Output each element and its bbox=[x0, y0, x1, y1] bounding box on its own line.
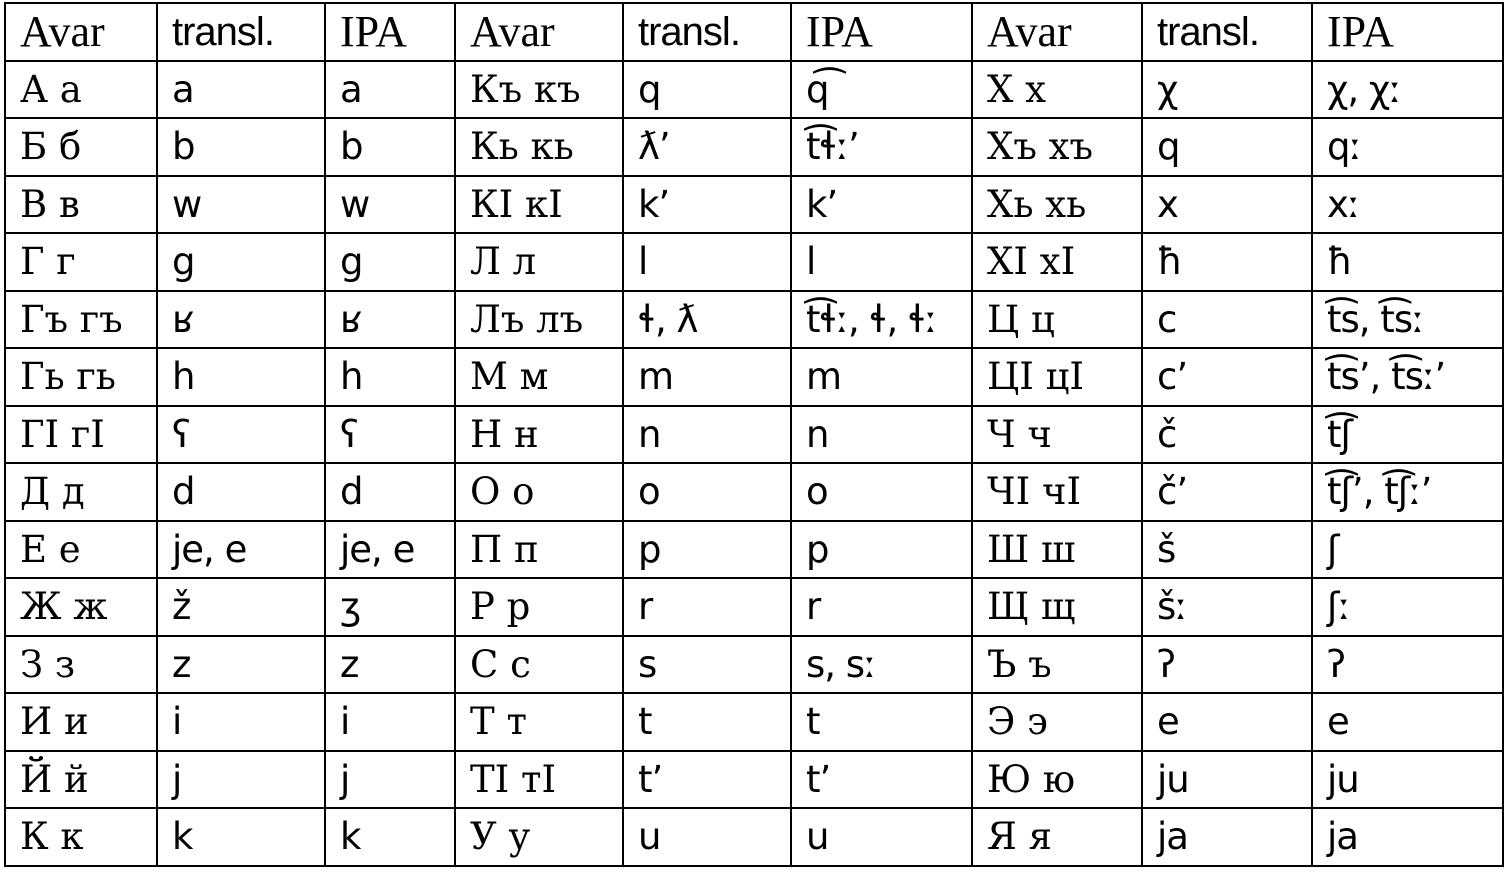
cell-avar-letter: Ж ж bbox=[5, 578, 157, 636]
cell-avar-letter: Х х bbox=[972, 61, 1142, 119]
cell-ipa: ʃː bbox=[1312, 578, 1503, 636]
cell-transliteration: ʔ bbox=[1142, 636, 1312, 694]
cell-avar-letter: ГӀ гӀ bbox=[5, 406, 157, 464]
table-row bbox=[5, 808, 1503, 866]
cell-transliteration: q bbox=[1142, 118, 1312, 176]
cell-transliteration: n bbox=[623, 406, 791, 464]
cell-ipa: k’ bbox=[791, 176, 972, 234]
cell-transliteration: z bbox=[157, 636, 325, 694]
cell-transliteration: w bbox=[157, 176, 325, 234]
cell-avar-letter: Ю ю bbox=[972, 751, 1142, 809]
table-body bbox=[5, 61, 1503, 866]
cell-transliteration: ʁ bbox=[157, 291, 325, 349]
cell-transliteration: d bbox=[157, 463, 325, 521]
cell-transliteration: ɬ, ƛ bbox=[623, 291, 791, 349]
cell-avar-letter: Гъ гъ bbox=[5, 291, 157, 349]
cell-transliteration: k’ bbox=[623, 176, 791, 234]
cell-transliteration: u bbox=[623, 808, 791, 866]
cell-avar-letter: У у bbox=[455, 808, 623, 866]
cell-ipa: t͡s, t͡sː bbox=[1312, 291, 1503, 349]
cell-avar-letter: Ц ц bbox=[972, 291, 1142, 349]
cell-transliteration: je, e bbox=[157, 521, 325, 579]
cell-ipa: l bbox=[791, 233, 972, 291]
cell-transliteration: c’ bbox=[1142, 348, 1312, 406]
cell-ipa: j bbox=[325, 751, 455, 809]
cell-ipa: g bbox=[325, 233, 455, 291]
cell-avar-letter: К к bbox=[5, 808, 157, 866]
cell-avar-letter: Б б bbox=[5, 118, 157, 176]
cell-ipa: n bbox=[791, 406, 972, 464]
cell-avar-letter: ТӀ тӀ bbox=[455, 751, 623, 809]
cell-transliteration: t bbox=[623, 693, 791, 751]
cell-ipa: ʁ bbox=[325, 291, 455, 349]
cell-ipa: χ, χː bbox=[1312, 61, 1503, 119]
table-row bbox=[5, 636, 1503, 694]
table-row bbox=[5, 521, 1503, 579]
cell-transliteration: s bbox=[623, 636, 791, 694]
table-row bbox=[5, 291, 1503, 349]
cell-avar-letter: Т т bbox=[455, 693, 623, 751]
cell-avar-letter: Й й bbox=[5, 751, 157, 809]
cell-transliteration: t’ bbox=[623, 751, 791, 809]
table-row bbox=[5, 406, 1503, 464]
cell-avar-letter: С с bbox=[455, 636, 623, 694]
cell-avar-letter: Хь хь bbox=[972, 176, 1142, 234]
cell-ipa: z bbox=[325, 636, 455, 694]
table-row bbox=[5, 61, 1503, 119]
cell-ipa: t͡ɬː’ bbox=[791, 118, 972, 176]
cell-avar-letter: Г г bbox=[5, 233, 157, 291]
cell-transliteration: g bbox=[157, 233, 325, 291]
cell-avar-letter: О о bbox=[455, 463, 623, 521]
cell-avar-letter: Ъ ъ bbox=[972, 636, 1142, 694]
cell-ipa: o bbox=[791, 463, 972, 521]
cell-ipa: d bbox=[325, 463, 455, 521]
cell-ipa: s, sː bbox=[791, 636, 972, 694]
cell-ipa: r bbox=[791, 578, 972, 636]
cell-transliteration: ħ bbox=[1142, 233, 1312, 291]
cell-avar-letter: Кь кь bbox=[455, 118, 623, 176]
cell-avar-letter: Э э bbox=[972, 693, 1142, 751]
cell-transliteration: j bbox=[157, 751, 325, 809]
cell-transliteration: ƛ’ bbox=[623, 118, 791, 176]
cell-transliteration: šː bbox=[1142, 578, 1312, 636]
cell-transliteration: č’ bbox=[1142, 463, 1312, 521]
cell-transliteration: χ bbox=[1142, 61, 1312, 119]
cell-ipa: je, e bbox=[325, 521, 455, 579]
cell-avar-letter: З з bbox=[5, 636, 157, 694]
table-row bbox=[5, 751, 1503, 809]
header-ipa: IPA bbox=[325, 3, 455, 61]
cell-ipa: e bbox=[1312, 693, 1503, 751]
header-transliteration: transl. bbox=[157, 3, 325, 61]
cell-avar-letter: Къ къ bbox=[455, 61, 623, 119]
cell-avar-letter: А а bbox=[5, 61, 157, 119]
cell-ipa: w bbox=[325, 176, 455, 234]
cell-avar-letter: ЦӀ цӀ bbox=[972, 348, 1142, 406]
cell-avar-letter: Р р bbox=[455, 578, 623, 636]
cell-ipa: k bbox=[325, 808, 455, 866]
cell-transliteration: š bbox=[1142, 521, 1312, 579]
cell-ipa: t͡ʃ bbox=[1312, 406, 1503, 464]
cell-ipa: t bbox=[791, 693, 972, 751]
table-row bbox=[5, 233, 1503, 291]
cell-avar-letter: Ш ш bbox=[972, 521, 1142, 579]
cell-avar-letter: КӀ кӀ bbox=[455, 176, 623, 234]
cell-avar-letter: Я я bbox=[972, 808, 1142, 866]
cell-transliteration: m bbox=[623, 348, 791, 406]
cell-avar-letter: Хъ хъ bbox=[972, 118, 1142, 176]
cell-ipa: h bbox=[325, 348, 455, 406]
cell-transliteration: o bbox=[623, 463, 791, 521]
cell-ipa: xː bbox=[1312, 176, 1503, 234]
cell-avar-letter: Д д bbox=[5, 463, 157, 521]
cell-avar-letter: ХӀ хӀ bbox=[972, 233, 1142, 291]
cell-transliteration: a bbox=[157, 61, 325, 119]
cell-ipa: ʃ bbox=[1312, 521, 1503, 579]
cell-avar-letter: Н н bbox=[455, 406, 623, 464]
cell-ipa: ħ bbox=[1312, 233, 1503, 291]
header-avar: Avar bbox=[972, 3, 1142, 61]
cell-transliteration: c bbox=[1142, 291, 1312, 349]
header-ipa: IPA bbox=[1312, 3, 1503, 61]
cell-avar-letter: И и bbox=[5, 693, 157, 751]
cell-transliteration: i bbox=[157, 693, 325, 751]
cell-ipa: ju bbox=[1312, 751, 1503, 809]
table-row bbox=[5, 118, 1503, 176]
cell-ipa: a bbox=[325, 61, 455, 119]
cell-ipa: b bbox=[325, 118, 455, 176]
cell-ipa: ʒ bbox=[325, 578, 455, 636]
header-avar: Avar bbox=[5, 3, 157, 61]
header-avar: Avar bbox=[455, 3, 623, 61]
cell-avar-letter: Лъ лъ bbox=[455, 291, 623, 349]
cell-avar-letter: Ч ч bbox=[972, 406, 1142, 464]
cell-ipa: ja bbox=[1312, 808, 1503, 866]
cell-transliteration: č bbox=[1142, 406, 1312, 464]
table-row bbox=[5, 176, 1503, 234]
cell-ipa: q͡ bbox=[791, 61, 972, 119]
cell-transliteration: p bbox=[623, 521, 791, 579]
cell-avar-letter: ЧӀ чӀ bbox=[972, 463, 1142, 521]
cell-transliteration: l bbox=[623, 233, 791, 291]
avar-alphabet-table bbox=[4, 2, 1504, 867]
cell-avar-letter: В в bbox=[5, 176, 157, 234]
cell-avar-letter: Гь гь bbox=[5, 348, 157, 406]
cell-avar-letter: П п bbox=[455, 521, 623, 579]
cell-transliteration: e bbox=[1142, 693, 1312, 751]
cell-ipa: t͡ʃ’, t͡ʃː’ bbox=[1312, 463, 1503, 521]
cell-ipa: t͡ɬː, ɬ, ɬː bbox=[791, 291, 972, 349]
cell-transliteration: h bbox=[157, 348, 325, 406]
cell-transliteration: q bbox=[623, 61, 791, 119]
cell-ipa: t’ bbox=[791, 751, 972, 809]
cell-transliteration: ʕ bbox=[157, 406, 325, 464]
table-row bbox=[5, 693, 1503, 751]
cell-ipa: m bbox=[791, 348, 972, 406]
cell-transliteration: r bbox=[623, 578, 791, 636]
cell-ipa: ʕ bbox=[325, 406, 455, 464]
cell-transliteration: ž bbox=[157, 578, 325, 636]
header-transliteration: transl. bbox=[1142, 3, 1312, 61]
cell-ipa: t͡s’, t͡sː’ bbox=[1312, 348, 1503, 406]
cell-ipa: p bbox=[791, 521, 972, 579]
cell-avar-letter: Е е bbox=[5, 521, 157, 579]
header-row bbox=[5, 3, 1503, 61]
cell-transliteration: x bbox=[1142, 176, 1312, 234]
table-row bbox=[5, 348, 1503, 406]
cell-avar-letter: М м bbox=[455, 348, 623, 406]
table-row bbox=[5, 463, 1503, 521]
cell-ipa: i bbox=[325, 693, 455, 751]
cell-ipa: qː bbox=[1312, 118, 1503, 176]
header-ipa: IPA bbox=[791, 3, 972, 61]
cell-transliteration: ja bbox=[1142, 808, 1312, 866]
cell-avar-letter: Л л bbox=[455, 233, 623, 291]
table-row bbox=[5, 578, 1503, 636]
cell-ipa: ʔ bbox=[1312, 636, 1503, 694]
cell-avar-letter: Щ щ bbox=[972, 578, 1142, 636]
header-transliteration: transl. bbox=[623, 3, 791, 61]
cell-transliteration: k bbox=[157, 808, 325, 866]
cell-ipa: u bbox=[791, 808, 972, 866]
cell-transliteration: b bbox=[157, 118, 325, 176]
cell-transliteration: ju bbox=[1142, 751, 1312, 809]
